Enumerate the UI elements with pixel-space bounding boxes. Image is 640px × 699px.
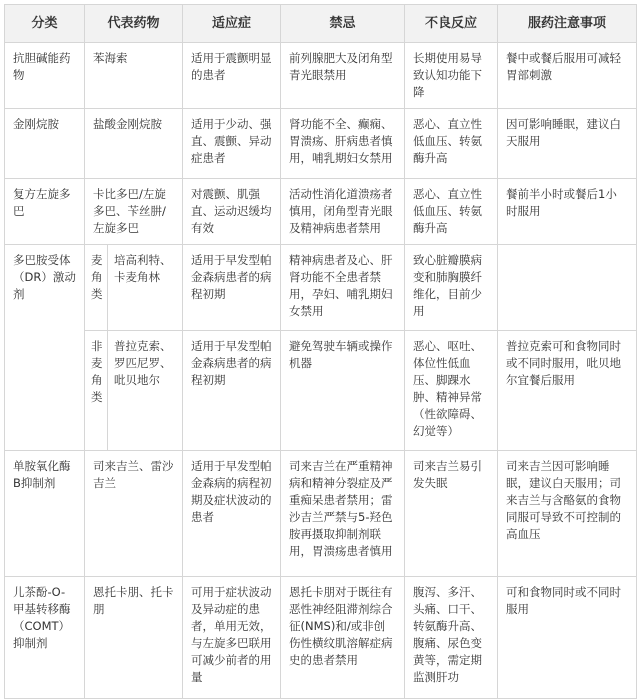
header-cell: 适应症	[183, 5, 281, 43]
table-row	[5, 109, 637, 179]
header-cell: 不良反应	[405, 5, 498, 43]
contraindication-cell: 活动性消化道溃疡者慎用，闭角型青光眼及精神病患者禁用	[281, 179, 405, 245]
adverse-reaction-cell: 腹泻、多汗、头痛、口干、转氨酶升高、腹痛、尿色变黄等，需定期监测肝功	[405, 577, 498, 699]
category-cell: 多巴胺受体（DR）激动剂	[5, 245, 85, 451]
contraindication-cell: 恩托卡朋对于既往有恶性神经阻滞剂综合征(NMS)和/或非创伤性横纹肌溶解症病史的患者禁用	[281, 577, 405, 699]
notes-cell: 餐中或餐后服用可减轻胃部刺激	[498, 43, 637, 109]
notes-cell: 因可影响睡眠，建议白天服用	[498, 109, 637, 179]
category-cell: 抗胆碱能药物	[5, 43, 85, 109]
contraindication-cell: 司来吉兰在严重精神病和精神分裂症及严重痴呆患者禁用；雷沙吉兰严禁与5-羟色胺再摄取抑制剂联用，胃溃疡患者慎用	[281, 451, 405, 577]
adverse-reaction-cell: 长期使用易导致认知功能下降	[405, 43, 498, 109]
header-cell: 服药注意事项	[498, 5, 637, 43]
drug-cell: 培高利特、卡麦角林	[108, 245, 183, 331]
drug-cell: 卡比多巴/左旋多巴、苄丝肼/左旋多巴	[85, 179, 183, 245]
indication-cell: 适用于少动、强直、震颤、异动症患者	[183, 109, 281, 179]
adverse-reaction-cell: 致心脏瓣膜病变和肺胸膜纤维化，目前少用	[405, 245, 498, 331]
category-cell: 单胺氧化酶B抑制剂	[5, 451, 85, 577]
contraindication-cell: 精神病患者及心、肝肾功能不全患者禁用，孕妇、哺乳期妇女禁用	[281, 245, 405, 331]
table-row	[5, 179, 637, 245]
indication-cell: 适用于震颤明显的患者	[183, 43, 281, 109]
contraindication-cell: 前列腺肥大及闭角型青光眼禁用	[281, 43, 405, 109]
subcategory-cell: 非麦角类	[85, 331, 108, 451]
notes-cell	[498, 245, 637, 331]
drug-cell: 司来吉兰、雷沙吉兰	[85, 451, 183, 577]
adverse-reaction-cell: 司来吉兰易引发失眠	[405, 451, 498, 577]
adverse-reaction-cell: 恶心、直立性低血压、转氨酶升高	[405, 179, 498, 245]
notes-cell: 可和食物同时或不同时服用	[498, 577, 637, 699]
indication-cell: 可用于症状波动及异动症的患者，单用无效，与左旋多巴联用可减少前者的用量	[183, 577, 281, 699]
drug-cell: 苯海索	[85, 43, 183, 109]
table-row	[5, 245, 637, 331]
header-cell: 禁忌	[281, 5, 405, 43]
category-cell: 金刚烷胺	[5, 109, 85, 179]
notes-cell: 餐前半小时或餐后1小时服用	[498, 179, 637, 245]
indication-cell: 对震颤、肌强直、运动迟缓均有效	[183, 179, 281, 245]
table-row	[5, 331, 637, 451]
contraindication-cell: 肾功能不全、癫痫、胃溃疡、肝病患者慎用，哺乳期妇女禁用	[281, 109, 405, 179]
indication-cell: 适用于早发型帕金森病患者的病程初期	[183, 245, 281, 331]
table-row	[5, 43, 637, 109]
drug-table	[4, 4, 637, 699]
adverse-reaction-cell: 恶心、直立性低血压、转氨酶升高	[405, 109, 498, 179]
table-row	[5, 451, 637, 577]
header-row	[5, 5, 637, 43]
drug-cell: 盐酸金刚烷胺	[85, 109, 183, 179]
subcategory-cell: 麦角类	[85, 245, 108, 331]
drug-cell: 恩托卡朋、托卡朋	[85, 577, 183, 699]
category-cell: 复方左旋多巴	[5, 179, 85, 245]
drug-cell: 普拉克索、罗匹尼罗、吡贝地尔	[108, 331, 183, 451]
header-cell: 分类	[5, 5, 85, 43]
indication-cell: 适用于早发型帕金森病的病程初期及症状波动的患者	[183, 451, 281, 577]
adverse-reaction-cell: 恶心、呕吐、体位性低血压、脚踝水肿、精神异常（性欲障碍、幻觉等）	[405, 331, 498, 451]
indication-cell: 适用于早发型帕金森病患者的病程初期	[183, 331, 281, 451]
notes-cell: 司来吉兰因可影响睡眠，建议白天服用；司来吉兰与含酪氨的食物同服可导致不可控制的高血压	[498, 451, 637, 577]
category-cell: 儿茶酚-O-甲基转移酶（COMT）抑制剂	[5, 577, 85, 699]
contraindication-cell: 避免驾驶车辆或操作机器	[281, 331, 405, 451]
table-row	[5, 577, 637, 699]
notes-cell: 普拉克索可和食物同时或不同时服用，吡贝地尔宜餐后服用	[498, 331, 637, 451]
header-cell: 代表药物	[85, 5, 183, 43]
